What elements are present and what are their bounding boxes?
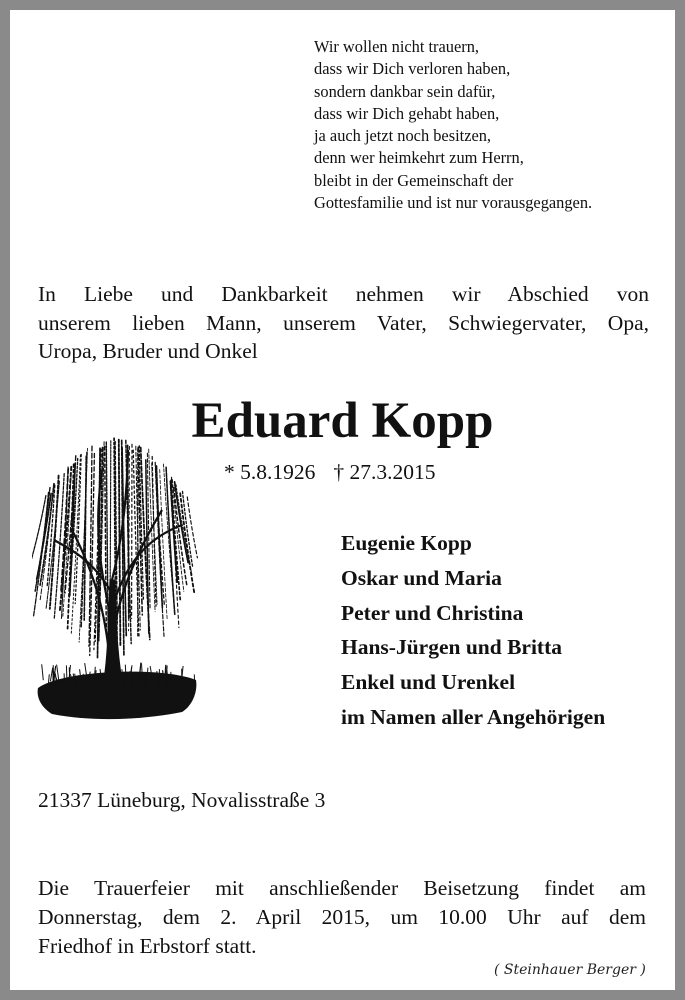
life-dates [224,458,436,486]
poem-line: Wir wollen nicht trauern, [314,37,480,56]
weeping-willow-tree-icon [32,430,200,726]
poem-line: dass wir Dich gehabt haben, [314,103,500,123]
family-signatories [341,526,605,735]
funeral-line: Donnerstag, dem 2. April 2015, um 10.00 Uhr auf dem [38,905,646,929]
stonemason-signature: ( Steinhauer Berger ) [494,962,646,978]
family-line: im Namen aller Angehörigen [341,704,606,729]
deceased-name: Eduard Kopp [191,393,494,449]
family-line: Hans-Jürgen und Britta [341,635,563,660]
family-line: Peter und Christina [341,600,524,625]
birth-date: * 5.8.1926 [224,460,316,484]
family-line: Oskar und Maria [341,565,502,590]
poem-line: denn wer heimkehrt zum Herrn, [314,148,524,168]
death-date: † 27.3.2015 [333,460,436,484]
intro-paragraph [38,280,649,366]
poem-line: Gottesfamilie und ist nur vorausgegangen. [314,193,593,213]
funeral-line: Die Trauerfeier mit anschließender Beisetzung findet am [38,876,646,900]
poem [314,36,592,214]
poem-line: dass wir Dich verloren haben, [314,59,511,79]
address: 21337 Lüneburg, Novalisstraße 3 [38,788,326,812]
family-line: Eugenie Kopp [341,531,472,555]
funeral-line: Friedhof in Erbstorf statt. [38,934,257,958]
family-line: Enkel und Urenkel [341,670,516,695]
intro-line: unserem lieben Mann, unserem Vater, Schwiegervater, Opa, [38,310,649,335]
funeral-notice [38,874,646,961]
intro-line: Uropa, Bruder und Onkel [38,339,258,363]
poem-line: ja auch jetzt noch besitzen, [314,126,492,146]
poem-line: bleibt in der Gemeinschaft der [314,170,514,190]
poem-line: sondern dankbar sein dafür, [314,81,496,101]
intro-line: In Liebe und Dankbarkeit nehmen wir Abschied von [38,282,649,306]
